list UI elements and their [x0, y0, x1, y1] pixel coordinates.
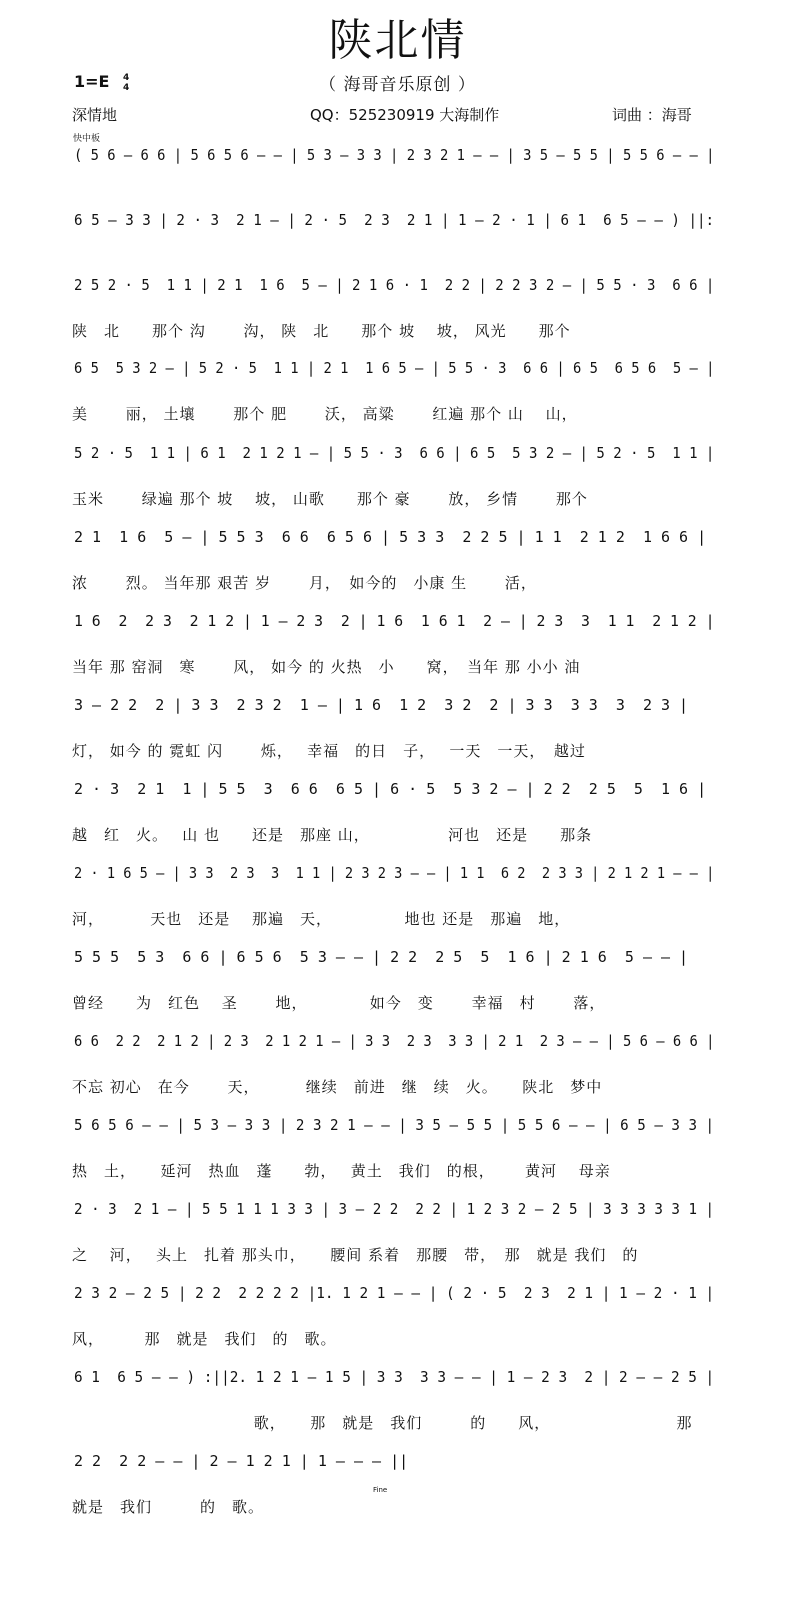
lyric-line: 歌， 那 就是 我们 的 风， 那 — [72, 1414, 693, 1432]
time-bottom: 4 — [123, 82, 130, 93]
notation-text: 3 — 2 2 2 | 3 3 2 3 2 1 — | 1 6 1 2 3 2 2 | 3 3 3 3 3 2 3 | — [74, 696, 689, 714]
song-title: 陕北情 — [328, 15, 467, 66]
notation-line — [74, 776, 720, 804]
notation-line — [74, 1028, 720, 1056]
mood-marking: 深情地 — [72, 106, 118, 124]
notation-line — [74, 142, 720, 170]
notation-text: 5 2 · 5 1 1 | 6 1 2 1 2 1 — | 5 5 · 3 6 6 | 6 5 5 3 2 — | 5 2 · 5 1 1 | — [74, 444, 715, 462]
notation-line — [74, 1448, 720, 1476]
lyric-line: 曾经 为 红色 圣 地， 如今 变 幸福 村 落， — [72, 994, 606, 1012]
notation-text: 5 5 5 5 3 6 6 | 6 5 6 5 3 — — | 2 2 2 5 5 1 6 | 2 1 6 5 — — | — [74, 948, 689, 966]
notation-line — [74, 355, 720, 383]
lyric-line: 陕 北 那个 沟 沟， 陕 北 那个 坡 坡， 风光 那个 — [72, 322, 571, 340]
lyric-line: 越 红 火。 山 也 还是 那座 山， 河也 还是 那条 — [72, 826, 593, 844]
notation-line — [74, 524, 720, 552]
notation-text: ( 5 6 — 6 6 | 5 6 5 6 — — | 5 3 — 3 3 | 2 3 2 1 — — | 3 5 — 5 5 | 5 5 6 — — | — [74, 146, 715, 164]
notation-text: 2 2 2 2 — — | 2 — 1 2 1 | 1 — — — || — [74, 1452, 409, 1470]
notation-text: 2 3 2 — 2 5 | 2 2 2 2 2 2 |1. 1 2 1 — — | ( 2 · 5 2 3 2 1 | 1 — 2 · 1 | — [74, 1284, 715, 1302]
lyric-line: 风， 那 就是 我们 的 歌。 — [72, 1330, 337, 1348]
credits: 词曲 ：海哥 — [612, 106, 692, 124]
notation-text: 2 · 3 2 1 — | 5 5 1 1 1 3 3 | 3 — 2 2 2 2 | 1 2 3 2 — 2 5 | 3 3 3 3 3 1 | — [74, 1200, 715, 1218]
tempo-marking: 快中板 — [73, 134, 101, 144]
lyric-line: 美 丽， 土壤 那个 肥 沃， 高粱 红遍 那个 山 山， — [72, 405, 578, 423]
lyric-line: 当年 那 窑洞 寒 风， 如今 的 火热 小 窝， 当年 那 小小 油 — [72, 658, 581, 676]
notation-line — [74, 608, 720, 636]
key-label: 1=E — [74, 72, 110, 91]
notation-line — [74, 1280, 720, 1308]
notation-line — [74, 692, 720, 720]
time-top: 4 — [123, 72, 130, 83]
notation-line — [74, 272, 720, 300]
notation-line — [74, 1196, 720, 1224]
notation-text: 5 6 5 6 — — | 5 3 — 3 3 | 2 3 2 1 — — | 3 5 — 5 5 | 5 5 6 — — | 6 5 — 3 3 | — [74, 1116, 715, 1134]
lyric-line: 之 河， 头上 扎着 那头巾， 腰间 系着 那腰 带， 那 就是 我们 的 — [72, 1246, 639, 1264]
lyric-line: 玉米 绿遍 那个 坡 坡， 山歌 那个 豪 放， 乡情 那个 — [72, 490, 588, 508]
notation-line — [74, 860, 720, 888]
notation-line — [74, 1112, 720, 1140]
notation-text: 2 1 1 6 5 — | 5 5 3 6 6 6 5 6 | 5 3 3 2 2 5 | 1 1 2 1 2 1 6 6 | — [74, 528, 707, 546]
lyric-line: 浓 烈。 当年那 艰苦 岁 月， 如今的 小康 生 活， — [72, 574, 537, 592]
notation-text: 6 6 2 2 2 1 2 | 2 3 2 1 2 1 — | 3 3 2 3 3 3 | 2 1 2 3 — — | 5 6 — 6 6 | — [74, 1032, 715, 1050]
lyric-line: 河， 天也 还是 那遍 天， 地也 还是 那遍 地， — [72, 910, 571, 928]
notation-line — [74, 1364, 720, 1392]
notation-line — [74, 207, 720, 235]
lyric-line: 热 土， 延河 热血 蓬 勃， 黄土 我们 的根， 黄河 母亲 — [72, 1162, 611, 1180]
fine-marking: Fine — [373, 1486, 388, 1494]
notation-text: 2 · 1 6 5 — | 3 3 2 3 3 1 1 | 2 3 2 3 — — | 1 1 6 2 2 3 3 | 2 1 2 1 — — | — [74, 864, 715, 882]
notation-text: 2 5 2 · 5 1 1 | 2 1 1 6 5 — | 2 1 6 · 1 2 2 | 2 2 3 2 — | 5 5 · 3 6 6 | — [74, 276, 715, 294]
lyric-line: 灯， 如今 的 霓虹 闪 烁， 幸福 的日 子， 一天 一天， 越过 — [72, 742, 586, 760]
notation-text: 6 5 — 3 3 | 2 · 3 2 1 — | 2 · 5 2 3 2 1 | 1 — 2 · 1 | 6 1 6 5 — — ) ||: — [74, 211, 715, 229]
notation-text: 6 5 5 3 2 — | 5 2 · 5 1 1 | 2 1 1 6 5 — | 5 5 · 3 6 6 | 6 5 6 5 6 5 — | — [74, 359, 715, 377]
notation-text: 1 6 2 2 3 2 1 2 | 1 — 2 3 2 | 1 6 1 6 1 2 — | 2 3 3 1 1 2 1 2 | — [74, 612, 715, 630]
subtitle: （ 海哥音乐原创 ） — [319, 75, 476, 95]
notation-text: 6 1 6 5 — — ) :||2. 1 2 1 — 1 5 | 3 3 3 3 — — | 1 — 2 3 2 | 2 — — 2 5 | — [74, 1368, 715, 1386]
notation-line — [74, 944, 720, 972]
lyric-line: 就是 我们 的 歌。 — [72, 1498, 265, 1516]
notation-text: 2 · 3 2 1 1 | 5 5 3 6 6 6 5 | 6 · 5 5 3 2 — | 2 2 2 5 5 1 6 | — [74, 780, 707, 798]
qq-info: QQ：525230919 大海制作 — [310, 106, 500, 124]
lyric-line: 不忘 初心 在今 天， 继续 前进 继 续 火。 陕北 梦中 — [72, 1078, 603, 1096]
notation-line — [74, 440, 720, 468]
